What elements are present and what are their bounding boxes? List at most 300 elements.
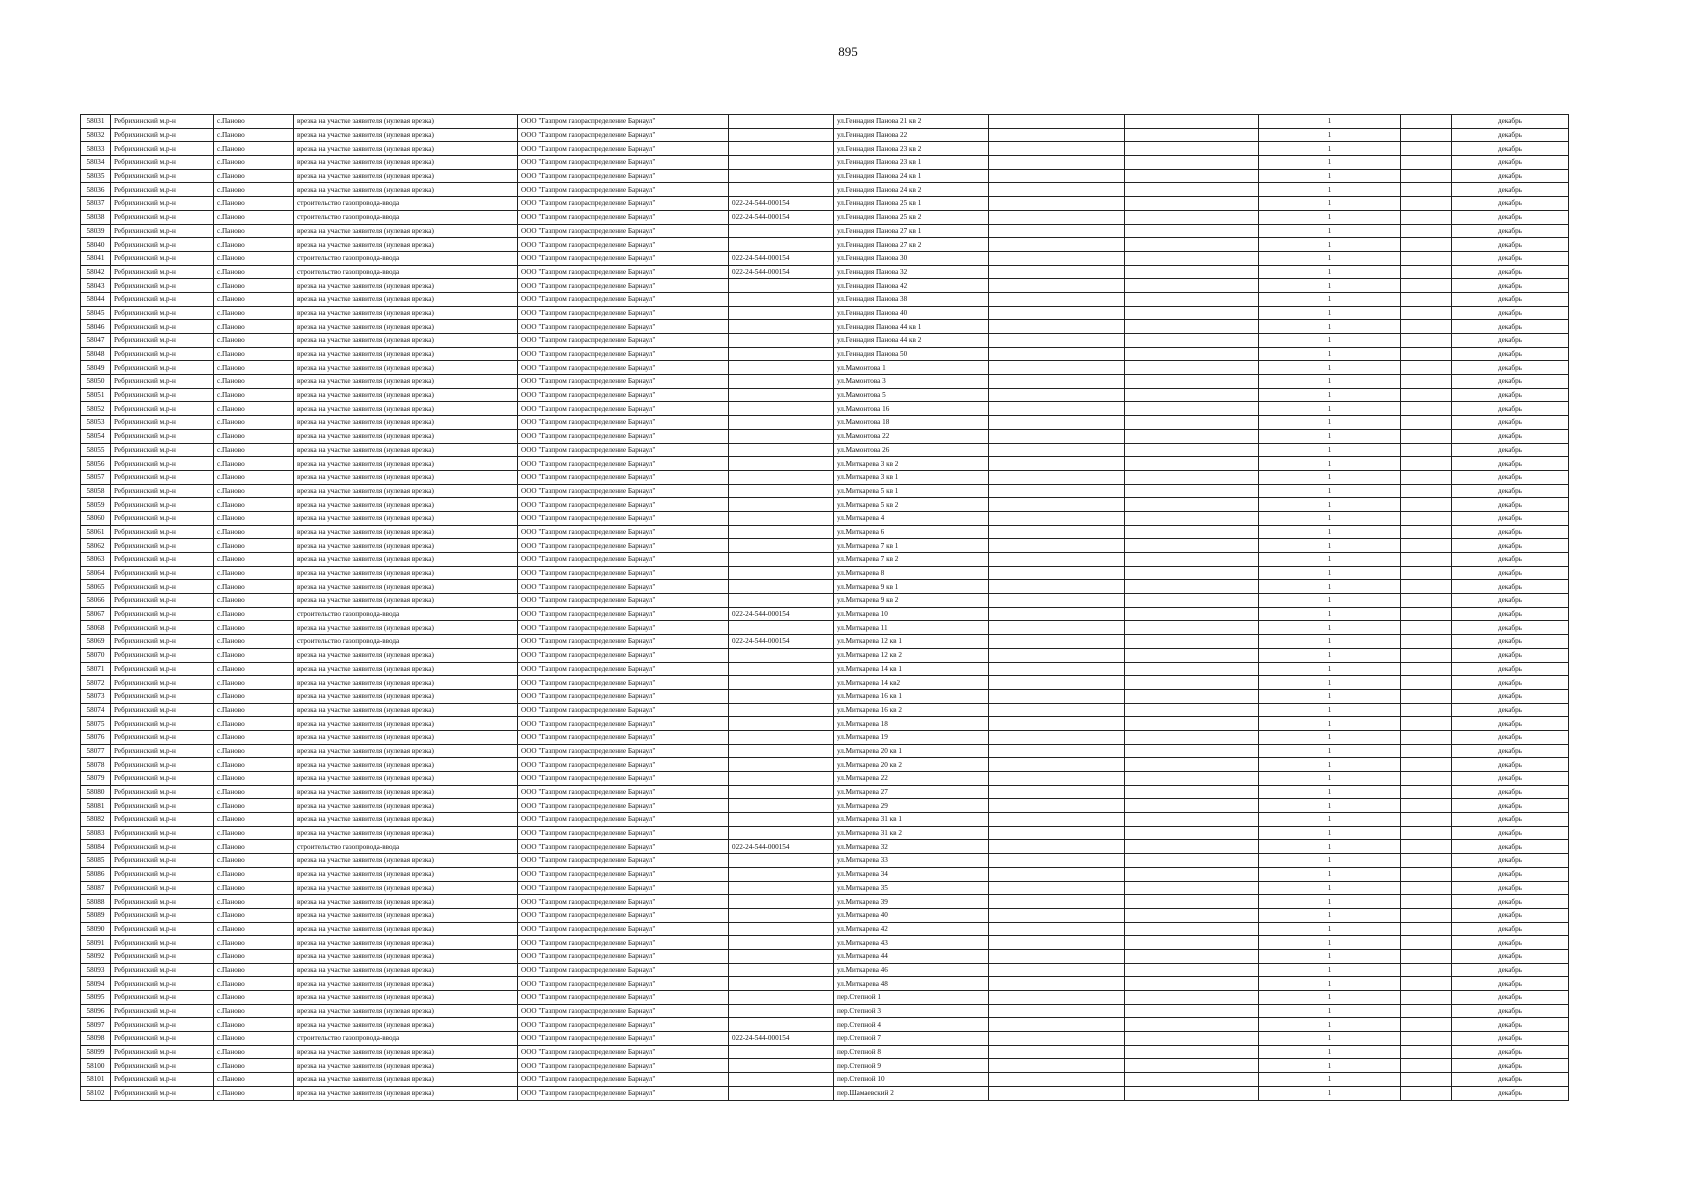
empty-cell [1401,635,1452,649]
empty-cell [1401,826,1452,840]
project-code-cell [729,1073,834,1087]
organization-cell: ООО "Газпром газораспределение Барнаул" [518,1086,729,1100]
work-type-cell: врезка на участке заявителя (нулевая врезка) [294,991,518,1005]
empty-cell [1125,854,1259,868]
organization-cell: ООО "Газпром газораспределение Барнаул" [518,758,729,772]
organization-cell: ООО "Газпром газораспределение Барнаул" [518,416,729,430]
empty-cell [989,1073,1125,1087]
work-type-cell: врезка на участке заявителя (нулевая врезка) [294,347,518,361]
row-number-cell: 58097 [81,1018,111,1032]
empty-cell [989,142,1125,156]
empty-cell [1401,648,1452,662]
settlement-cell: с.Паново [214,566,294,580]
project-code-cell [729,895,834,909]
table-row [81,429,1569,443]
empty-cell [989,799,1125,813]
empty-cell [1401,908,1452,922]
organization-cell: ООО "Газпром газораспределение Барнаул" [518,115,729,129]
month-cell: декабрь [1452,881,1569,895]
organization-cell: ООО "Газпром газораспределение Барнаул" [518,142,729,156]
work-type-cell: врезка на участке заявителя (нулевая врезка) [294,1045,518,1059]
empty-cell [1401,744,1452,758]
row-number-cell: 58064 [81,566,111,580]
table-row [81,279,1569,293]
work-type-cell: врезка на участке заявителя (нулевая врезка) [294,881,518,895]
district-cell: Ребрихинский м.р-н [111,676,214,690]
quantity-cell: 1 [1259,347,1401,361]
row-number-cell: 58034 [81,156,111,170]
district-cell: Ребрихинский м.р-н [111,662,214,676]
table-row [81,334,1569,348]
quantity-cell: 1 [1259,525,1401,539]
quantity-cell: 1 [1259,607,1401,621]
project-code-cell [729,1004,834,1018]
address-cell: ул.Геннадия Панова 44 кв 2 [834,334,989,348]
empty-cell [989,553,1125,567]
quantity-cell: 1 [1259,991,1401,1005]
district-cell: Ребрихинский м.р-н [111,813,214,827]
month-cell: декабрь [1452,498,1569,512]
quantity-cell: 1 [1259,511,1401,525]
quantity-cell: 1 [1259,169,1401,183]
month-cell: декабрь [1452,758,1569,772]
settlement-cell: с.Паново [214,416,294,430]
table-row [81,142,1569,156]
organization-cell: ООО "Газпром газораспределение Барнаул" [518,840,729,854]
work-type-cell: врезка на участке заявителя (нулевая врезка) [294,238,518,252]
empty-cell [1401,867,1452,881]
work-type-cell: врезка на участке заявителя (нулевая врезка) [294,1086,518,1100]
address-cell: ул.Миткарева 27 [834,785,989,799]
address-cell: ул.Миткарева 7 кв 2 [834,553,989,567]
address-cell: ул.Миткарева 8 [834,566,989,580]
empty-cell [989,251,1125,265]
empty-cell [1401,936,1452,950]
address-cell: пер.Степной 10 [834,1073,989,1087]
row-number-cell: 58054 [81,429,111,443]
month-cell: декабрь [1452,539,1569,553]
work-type-cell: врезка на участке заявителя (нулевая врезка) [294,594,518,608]
month-cell: декабрь [1452,1086,1569,1100]
project-code-cell [729,498,834,512]
district-cell: Ребрихинский м.р-н [111,594,214,608]
table-row [81,470,1569,484]
empty-cell [1125,470,1259,484]
quantity-cell: 1 [1259,484,1401,498]
row-number-cell: 58039 [81,224,111,238]
month-cell: декабрь [1452,511,1569,525]
table-row [81,607,1569,621]
address-cell: ул.Миткарева 29 [834,799,989,813]
settlement-cell: с.Паново [214,511,294,525]
organization-cell: ООО "Газпром газораспределение Барнаул" [518,320,729,334]
empty-cell [989,1086,1125,1100]
project-code-cell [729,580,834,594]
work-type-cell: врезка на участке заявителя (нулевая врезка) [294,826,518,840]
district-cell: Ребрихинский м.р-н [111,580,214,594]
row-number-cell: 58051 [81,388,111,402]
empty-cell [1125,867,1259,881]
month-cell: декабрь [1452,991,1569,1005]
empty-cell [989,375,1125,389]
project-code-cell [729,553,834,567]
row-number-cell: 58096 [81,1004,111,1018]
empty-cell [1125,457,1259,471]
settlement-cell: с.Паново [214,867,294,881]
district-cell: Ребрихинский м.р-н [111,607,214,621]
empty-cell [989,306,1125,320]
district-cell: Ребрихинский м.р-н [111,635,214,649]
quantity-cell: 1 [1259,320,1401,334]
quantity-cell: 1 [1259,799,1401,813]
project-code-cell [729,566,834,580]
organization-cell: ООО "Газпром газораспределение Барнаул" [518,881,729,895]
quantity-cell: 1 [1259,224,1401,238]
work-type-cell: врезка на участке заявителя (нулевая врезка) [294,758,518,772]
work-type-cell: врезка на участке заявителя (нулевая врезка) [294,511,518,525]
empty-cell [1401,156,1452,170]
table-row [81,416,1569,430]
empty-cell [1401,662,1452,676]
district-cell: Ребрихинский м.р-н [111,1059,214,1073]
project-code-cell: 022-24-544-000154 [729,251,834,265]
organization-cell: ООО "Газпром газораспределение Барнаул" [518,279,729,293]
district-cell: Ребрихинский м.р-н [111,867,214,881]
empty-cell [1125,511,1259,525]
empty-cell [1401,210,1452,224]
organization-cell: ООО "Газпром газораспределение Барнаул" [518,908,729,922]
table-row [81,676,1569,690]
district-cell: Ребрихинский м.р-н [111,922,214,936]
month-cell: декабрь [1452,375,1569,389]
row-number-cell: 58075 [81,717,111,731]
empty-cell [1401,758,1452,772]
address-cell: ул.Миткарева 44 [834,949,989,963]
project-code-cell [729,156,834,170]
month-cell: декабрь [1452,224,1569,238]
empty-cell [1125,306,1259,320]
settlement-cell: с.Паново [214,1059,294,1073]
row-number-cell: 58059 [81,498,111,512]
table-row [81,991,1569,1005]
address-cell: ул.Мамонтова 16 [834,402,989,416]
settlement-cell: с.Паново [214,991,294,1005]
row-number-cell: 58069 [81,635,111,649]
work-type-cell: врезка на участке заявителя (нулевая врезка) [294,429,518,443]
district-cell: Ребрихинский м.р-н [111,936,214,950]
project-code-cell [729,1059,834,1073]
organization-cell: ООО "Газпром газораспределение Барнаул" [518,306,729,320]
project-code-cell [729,539,834,553]
empty-cell [989,580,1125,594]
empty-cell [1401,334,1452,348]
table-row [81,251,1569,265]
district-cell: Ребрихинский м.р-н [111,169,214,183]
settlement-cell: с.Паново [214,347,294,361]
quantity-cell: 1 [1259,1004,1401,1018]
district-cell: Ребрихинский м.р-н [111,251,214,265]
work-type-cell: врезка на участке заявителя (нулевая врезка) [294,867,518,881]
table-row [81,635,1569,649]
address-cell: ул.Миткарева 46 [834,963,989,977]
work-type-cell: врезка на участке заявителя (нулевая врезка) [294,1018,518,1032]
settlement-cell: с.Паново [214,963,294,977]
page-number: 895 [838,44,858,59]
work-type-cell: врезка на участке заявителя (нулевая врезка) [294,361,518,375]
table-row [81,183,1569,197]
empty-cell [989,922,1125,936]
work-type-cell: врезка на участке заявителя (нулевая врезка) [294,498,518,512]
quantity-cell: 1 [1259,580,1401,594]
empty-cell [989,402,1125,416]
project-code-cell [729,949,834,963]
table-row [81,498,1569,512]
row-number-cell: 58067 [81,607,111,621]
organization-cell: ООО "Газпром газораспределение Барнаул" [518,785,729,799]
empty-cell [989,744,1125,758]
work-type-cell: врезка на участке заявителя (нулевая врезка) [294,621,518,635]
empty-cell [1125,785,1259,799]
empty-cell [1401,785,1452,799]
table-row [81,457,1569,471]
empty-cell [989,361,1125,375]
project-code-cell [729,758,834,772]
row-number-cell: 58066 [81,594,111,608]
table-row [81,621,1569,635]
organization-cell: ООО "Газпром газораспределение Барнаул" [518,772,729,786]
work-type-cell: строительство газопровода-ввода [294,197,518,211]
organization-cell: ООО "Газпром газораспределение Барнаул" [518,484,729,498]
row-number-cell: 58094 [81,977,111,991]
empty-cell [989,347,1125,361]
empty-cell [1125,963,1259,977]
district-cell: Ребрихинский м.р-н [111,238,214,252]
empty-cell [1401,895,1452,909]
settlement-cell: с.Паново [214,922,294,936]
empty-cell [1401,772,1452,786]
month-cell: декабрь [1452,717,1569,731]
empty-cell [1125,1086,1259,1100]
address-cell: ул.Миткарева 18 [834,717,989,731]
address-cell: ул.Геннадия Панова 32 [834,265,989,279]
address-cell: ул.Миткарева 16 кв 1 [834,689,989,703]
empty-cell [1401,977,1452,991]
address-cell: ул.Геннадия Панова 50 [834,347,989,361]
empty-cell [1125,895,1259,909]
work-type-cell: врезка на участке заявителя (нулевая врезка) [294,662,518,676]
empty-cell [1401,730,1452,744]
address-cell: ул.Миткарева 20 кв 2 [834,758,989,772]
organization-cell: ООО "Газпром газораспределение Барнаул" [518,429,729,443]
table-row [81,238,1569,252]
work-type-cell: врезка на участке заявителя (нулевая врезка) [294,813,518,827]
empty-cell [1401,799,1452,813]
district-cell: Ребрихинский м.р-н [111,128,214,142]
address-cell: пер.Степной 7 [834,1032,989,1046]
row-number-cell: 58068 [81,621,111,635]
quantity-cell: 1 [1259,730,1401,744]
settlement-cell: с.Паново [214,197,294,211]
empty-cell [989,703,1125,717]
quantity-cell: 1 [1259,717,1401,731]
empty-cell [1401,128,1452,142]
empty-cell [1401,963,1452,977]
district-cell: Ребрихинский м.р-н [111,539,214,553]
empty-cell [1125,484,1259,498]
table-row [81,1073,1569,1087]
organization-cell: ООО "Газпром газораспределение Барнаул" [518,991,729,1005]
month-cell: декабрь [1452,730,1569,744]
empty-cell [989,1032,1125,1046]
settlement-cell: с.Паново [214,1073,294,1087]
organization-cell: ООО "Газпром газораспределение Барнаул" [518,566,729,580]
table-row [81,361,1569,375]
row-number-cell: 58032 [81,128,111,142]
empty-cell [1401,580,1452,594]
settlement-cell: с.Паново [214,128,294,142]
row-number-cell: 58077 [81,744,111,758]
row-number-cell: 58053 [81,416,111,430]
work-type-cell: врезка на участке заявителя (нулевая врезка) [294,224,518,238]
table-row [81,662,1569,676]
project-code-cell [729,142,834,156]
row-number-cell: 58074 [81,703,111,717]
empty-cell [1401,1004,1452,1018]
table-row [81,156,1569,170]
table-row [81,977,1569,991]
project-code-cell [729,867,834,881]
empty-cell [989,525,1125,539]
month-cell: декабрь [1452,854,1569,868]
empty-cell [1125,566,1259,580]
table-row [81,525,1569,539]
quantity-cell: 1 [1259,1073,1401,1087]
empty-cell [1125,1004,1259,1018]
quantity-cell: 1 [1259,183,1401,197]
address-cell: ул.Миткарева 33 [834,854,989,868]
work-type-cell: строительство газопровода-ввода [294,251,518,265]
empty-cell [989,772,1125,786]
row-number-cell: 58084 [81,840,111,854]
quantity-cell: 1 [1259,566,1401,580]
organization-cell: ООО "Газпром газораспределение Барнаул" [518,443,729,457]
work-type-cell: врезка на участке заявителя (нулевая врезка) [294,580,518,594]
work-type-cell: врезка на участке заявителя (нулевая врезка) [294,566,518,580]
district-cell: Ребрихинский м.р-н [111,498,214,512]
empty-cell [1125,936,1259,950]
month-cell: декабрь [1452,1073,1569,1087]
row-number-cell: 58055 [81,443,111,457]
work-type-cell: врезка на участке заявителя (нулевая врезка) [294,457,518,471]
district-cell: Ребрихинский м.р-н [111,977,214,991]
project-code-cell [729,443,834,457]
table-row [81,1018,1569,1032]
empty-cell [989,320,1125,334]
month-cell: декабрь [1452,1032,1569,1046]
table-row [81,210,1569,224]
organization-cell: ООО "Газпром газораспределение Барнаул" [518,197,729,211]
district-cell: Ребрихинский м.р-н [111,744,214,758]
project-code-cell [729,457,834,471]
empty-cell [989,717,1125,731]
month-cell: декабрь [1452,238,1569,252]
month-cell: декабрь [1452,484,1569,498]
address-cell: ул.Миткарева 11 [834,621,989,635]
empty-cell [1401,498,1452,512]
address-cell: ул.Геннадия Панова 42 [834,279,989,293]
empty-cell [1125,443,1259,457]
address-cell: пер.Шамаевский 2 [834,1086,989,1100]
empty-cell [1401,306,1452,320]
district-cell: Ребрихинский м.р-н [111,306,214,320]
organization-cell: ООО "Газпром газораспределение Барнаул" [518,1004,729,1018]
organization-cell: ООО "Газпром газораспределение Барнаул" [518,689,729,703]
quantity-cell: 1 [1259,156,1401,170]
empty-cell [989,156,1125,170]
settlement-cell: с.Паново [214,553,294,567]
table-row [81,881,1569,895]
quantity-cell: 1 [1259,1059,1401,1073]
organization-cell: ООО "Газпром газораспределение Барнаул" [518,717,729,731]
organization-cell: ООО "Газпром газораспределение Барнаул" [518,949,729,963]
month-cell: декабрь [1452,251,1569,265]
address-cell: ул.Миткарева 31 кв 1 [834,813,989,827]
empty-cell [1401,1086,1452,1100]
settlement-cell: с.Паново [214,279,294,293]
address-cell: ул.Миткарева 7 кв 1 [834,539,989,553]
row-number-cell: 58087 [81,881,111,895]
organization-cell: ООО "Газпром газораспределение Барнаул" [518,580,729,594]
empty-cell [1401,1073,1452,1087]
empty-cell [1125,553,1259,567]
month-cell: декабрь [1452,265,1569,279]
work-type-cell: врезка на участке заявителя (нулевая врезка) [294,128,518,142]
settlement-cell: с.Паново [214,689,294,703]
address-cell: ул.Геннадия Панова 21 кв 2 [834,115,989,129]
address-cell: пер.Степной 9 [834,1059,989,1073]
project-code-cell [729,799,834,813]
empty-cell [1125,279,1259,293]
address-cell: ул.Миткарева 16 кв 2 [834,703,989,717]
project-code-cell [729,388,834,402]
empty-cell [1401,566,1452,580]
table-row [81,949,1569,963]
settlement-cell: с.Паново [214,813,294,827]
table-row [81,347,1569,361]
month-cell: декабрь [1452,1059,1569,1073]
district-cell: Ребрихинский м.р-н [111,334,214,348]
project-code-cell [729,1018,834,1032]
district-cell: Ребрихинский м.р-н [111,292,214,306]
settlement-cell: с.Паново [214,334,294,348]
row-number-cell: 58049 [81,361,111,375]
month-cell: декабрь [1452,922,1569,936]
work-type-cell: врезка на участке заявителя (нулевая врезка) [294,854,518,868]
quantity-cell: 1 [1259,703,1401,717]
empty-cell [1125,539,1259,553]
address-cell: пер.Степной 3 [834,1004,989,1018]
month-cell: декабрь [1452,566,1569,580]
settlement-cell: с.Паново [214,676,294,690]
work-type-cell: врезка на участке заявителя (нулевая врезка) [294,922,518,936]
empty-cell [1125,621,1259,635]
row-number-cell: 58050 [81,375,111,389]
month-cell: декабрь [1452,949,1569,963]
work-type-cell: врезка на участке заявителя (нулевая врезка) [294,320,518,334]
empty-cell [1125,689,1259,703]
address-cell: ул.Миткарева 5 кв 1 [834,484,989,498]
month-cell: декабрь [1452,936,1569,950]
